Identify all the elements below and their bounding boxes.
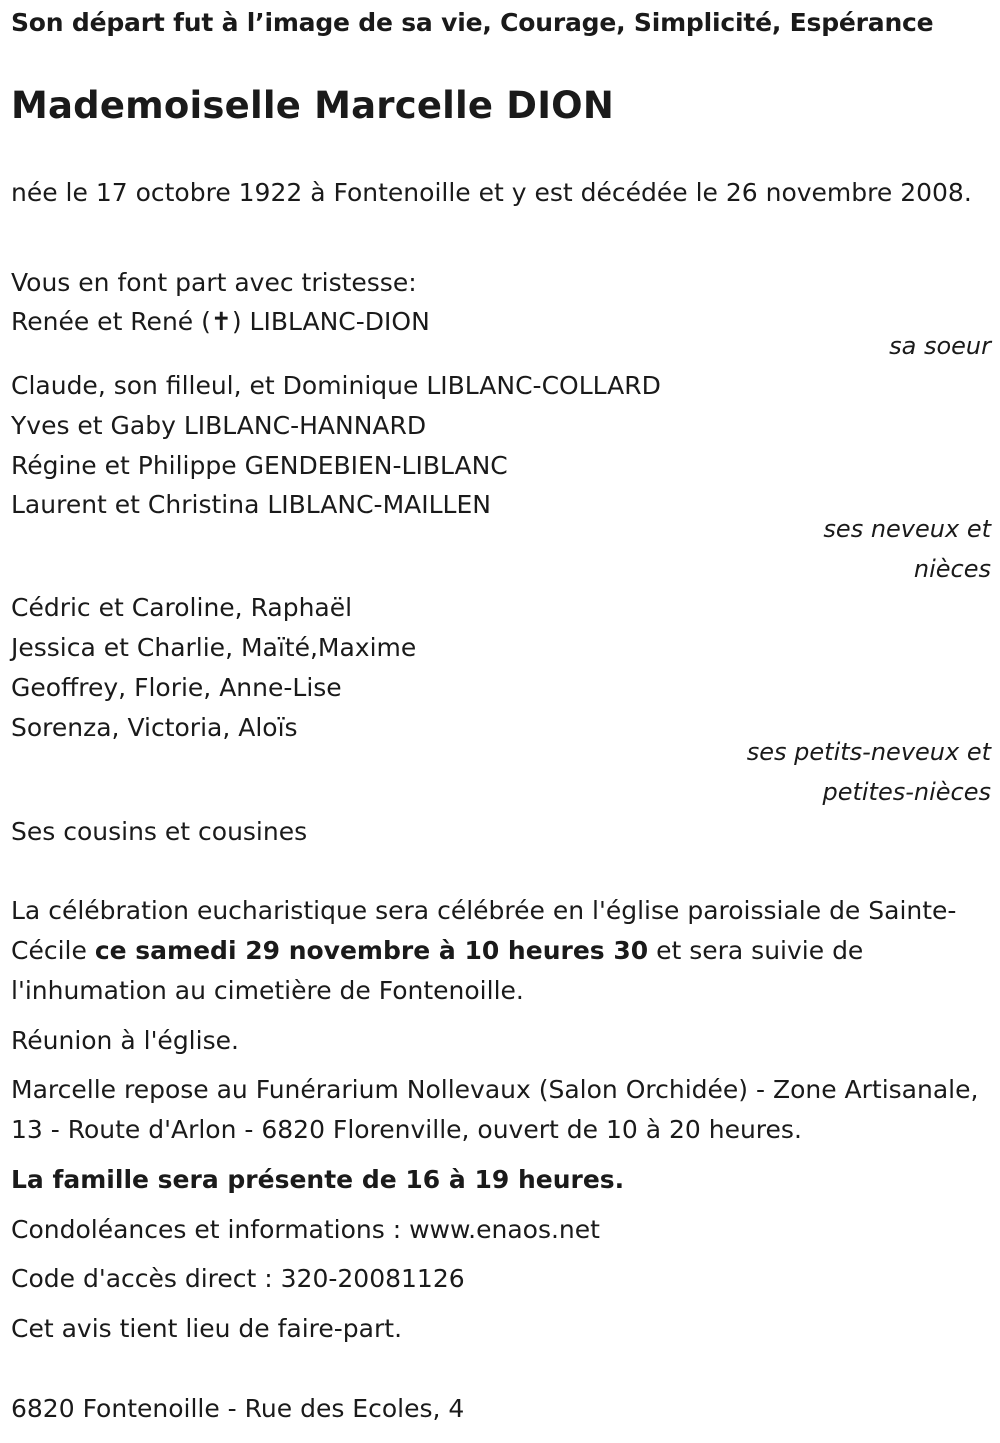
list-item: Laurent et Christina LIBLANC-MAILLEN	[11, 490, 491, 519]
reunion-text: Réunion à l'église.	[11, 1026, 239, 1055]
sister-relation: sa soeur	[889, 332, 991, 360]
intro-text: Vous en font part avec tristesse:	[11, 268, 417, 297]
celebration-text	[11, 891, 991, 1011]
sister-name-part2: ) LIBLANC-DION	[231, 307, 430, 336]
access-code-text: Code d'accès direct : 320-20081126	[11, 1264, 465, 1293]
list-item: Yves et Gaby LIBLANC-HANNARD	[11, 411, 427, 440]
celebration-text-part1: La célébration eucharistique sera célébrée en l'église paroissiale de Sainte-Cécile	[11, 896, 957, 965]
list-item: Geoffrey, Florie, Anne-Lise	[11, 673, 342, 702]
list-item: Régine et Philippe GENDEBIEN-LIBLANC	[11, 451, 508, 480]
list-item: Claude, son filleul, et Dominique LIBLANC-COLLARD	[11, 371, 661, 400]
condolences-text: Condoléances et informations : www.enaos.net	[11, 1215, 600, 1244]
list-item: Jessica et Charlie, Maïté,Maxime	[11, 633, 417, 662]
sister-name	[11, 302, 430, 342]
motto-heading: Son départ fut à l’image de sa vie, Courage, Simplicité, Espérance	[11, 8, 934, 37]
cross-symbol: ✝	[210, 307, 232, 336]
grand-nephews-relation-line1: ses petits-neveux et	[746, 738, 991, 766]
address-text: 6820 Fontenoille - Rue des Ecoles, 4	[11, 1394, 465, 1423]
nephews-relation-line1: ses neveux et	[823, 515, 991, 543]
celebration-date: ce samedi 29 novembre à 10 heures 30	[94, 936, 649, 965]
funerarium-text: Marcelle repose au Funérarium Nollevaux (Salon Orchidée) - Zone Artisanale, 13 - Route d'Arlon - 6820 Florenville, ouvert de 10 à 20 heures.	[11, 1075, 979, 1144]
family-presence-text: La famille sera présente de 16 à 19 heures.	[11, 1165, 625, 1194]
list-item: Cédric et Caroline, Raphaël	[11, 593, 353, 622]
sister-name-part1: Renée et René (	[11, 307, 211, 336]
cousins-text: Ses cousins et cousines	[11, 817, 308, 846]
page-title: Mademoiselle Marcelle DION	[11, 84, 614, 127]
nephews-relation-line2: nièces	[913, 555, 991, 583]
celebration-text-part2: et sera suivie de l'inhumation au cimetière de Fontenoille.	[11, 936, 864, 1005]
grand-nephews-relation-line2: petites-nièces	[822, 778, 991, 806]
birth-death-text: née le 17 octobre 1922 à Fontenoille et y est décédée le 26 novembre 2008.	[11, 178, 972, 207]
notice-text: Cet avis tient lieu de faire-part.	[11, 1314, 403, 1343]
list-item: Sorenza, Victoria, Aloïs	[11, 713, 298, 742]
